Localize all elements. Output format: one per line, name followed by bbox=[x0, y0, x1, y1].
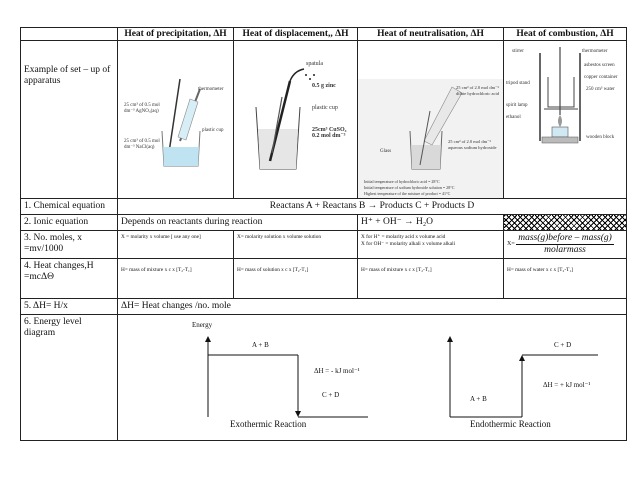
energy-row bbox=[21, 315, 627, 441]
neutral-reading-3: Highest temperature of the mixture of product = 41°C bbox=[364, 191, 451, 196]
precipitation-apparatus bbox=[118, 41, 234, 199]
header-blank bbox=[21, 28, 118, 41]
moles-neutralisation-alkali: X for OH⁻ = molarity alkali x volume alkali bbox=[361, 240, 456, 247]
ionic-equation-neutralisation: H⁺ + OH⁻ → H₂O bbox=[358, 215, 504, 231]
exo-title: Exothermic Reaction bbox=[230, 419, 307, 429]
heat-row bbox=[21, 259, 627, 299]
delta-h-label: 5. ΔH= H/x bbox=[21, 299, 118, 315]
moles-combustion-prefix: X= bbox=[507, 241, 515, 247]
heat-neutralisation: H= mass of mixture x c x [T₂-T₁] bbox=[358, 259, 504, 299]
heat-precipitation: H= mass of mixture x c x [T₂-T₁] bbox=[118, 259, 234, 299]
endo-dh-label: ΔH = + kJ mol⁻¹ bbox=[543, 381, 591, 389]
header-row bbox=[21, 28, 627, 41]
ionic-equation-depends: Depends on reactants during reaction bbox=[118, 215, 358, 231]
exo-dh-label: ΔH = - kJ mol⁻¹ bbox=[314, 367, 360, 375]
precip-reagent1-label: 25 cm³ of 0.5 mol dm⁻³ AgNO₃(aq) bbox=[124, 103, 160, 114]
combust-block-label: wooden block bbox=[586, 135, 615, 140]
precip-cup-label: plastic cup bbox=[202, 128, 224, 133]
displacement-cup-label: plastic cup bbox=[312, 105, 338, 111]
precip-reagent2-label: 25 cm³ of 0.5 mol dm⁻³ NaCl(aq) bbox=[124, 139, 160, 150]
endo-products-label: C + D bbox=[554, 341, 572, 349]
header-neutralisation: Heat of neutralisation, ΔH bbox=[358, 28, 504, 41]
exo-reactants-label: A + B bbox=[252, 341, 269, 349]
moles-combustion-numerator: mass(g)before – mass(g) bbox=[518, 233, 612, 243]
neutralisation-sketch bbox=[358, 41, 504, 199]
apparatus-label bbox=[21, 41, 118, 199]
neutral-reading-2: Initial temperature of sodium hydroxide solution = 28°C bbox=[364, 185, 455, 190]
neutral-reading-1: Initial temperature of hydrochloric acid = 28°C bbox=[364, 179, 440, 184]
header-precipitation: Heat of precipitation, ΔH bbox=[118, 28, 234, 41]
neutral-acid-label: 25 cm³ of 2.0 mol dm⁻³ dilute hydrochloric acid bbox=[456, 85, 499, 96]
heat-combustion: H= mass of water x c x [T₂-T₁] bbox=[504, 259, 627, 299]
displacement-sketch bbox=[234, 41, 358, 199]
apparatus-label-text: Example of set – up of apparatus bbox=[24, 65, 111, 86]
ionic-equation-label: 2. Ionic equation bbox=[21, 215, 118, 231]
ionic-equation-combustion-hatched bbox=[504, 215, 627, 231]
combust-stirrer-label: stirrer bbox=[512, 49, 524, 54]
energy-label: 6. Energy level diagram bbox=[21, 315, 118, 441]
header-displacement: Heat of displacement,, ΔH bbox=[234, 28, 358, 41]
endo-reactants-label: A + B bbox=[470, 395, 487, 403]
energy-axis-label: Energy bbox=[192, 321, 213, 329]
energy-diagram-cell bbox=[118, 315, 627, 441]
combust-lamp-label: spirit lamp bbox=[506, 103, 528, 108]
precipitation-sketch bbox=[118, 41, 234, 199]
header-combustion: Heat of combustion, ΔH bbox=[504, 28, 627, 41]
neutral-cup-label: Glass bbox=[380, 149, 392, 154]
combust-water-label: 250 cm³ water bbox=[586, 87, 615, 92]
neutral-alkali-label: 25 cm³ of 2.0 mol dm⁻³ aqueous sodium hydroxide bbox=[448, 139, 497, 150]
heat-label: 4. Heat changes,H =mcΔΘ bbox=[21, 259, 118, 299]
combustion-apparatus bbox=[504, 41, 627, 199]
moles-neutralisation bbox=[358, 231, 504, 259]
moles-neutralisation-acid: X for H⁺ = molarity acid x volume acid bbox=[361, 234, 446, 240]
exo-products-label: C + D bbox=[322, 391, 340, 399]
heat-displacement: H= mass of solution x c x [T₂-T₁] bbox=[234, 259, 358, 299]
displacement-spatula-label: spatula bbox=[306, 61, 323, 67]
delta-h-row bbox=[21, 299, 627, 315]
moles-combustion-denominator: molarmass bbox=[544, 245, 586, 255]
chemical-equation-value: Reactans A + Reactans B → Products C + Products D bbox=[118, 199, 627, 215]
ionic-equation-row bbox=[21, 215, 627, 231]
moles-combustion-fraction bbox=[516, 233, 614, 256]
delta-h-value: ΔH= Heat changes /no. mole bbox=[118, 299, 627, 315]
moles-combustion bbox=[504, 231, 627, 259]
combust-can-label: copper container bbox=[584, 75, 618, 80]
displacement-zinc-label: 0.5 g zinc bbox=[312, 83, 336, 89]
combust-thermometer-label: thermometer bbox=[582, 49, 608, 54]
chemical-equation-label: 1. Chemical equation bbox=[21, 199, 118, 215]
moles-row bbox=[21, 231, 627, 259]
precip-thermometer-label: thermometer bbox=[198, 87, 224, 92]
chemical-equation-row bbox=[21, 199, 627, 215]
endo-title: Endothermic Reaction bbox=[470, 419, 551, 429]
moles-precipitation: X = molarity x volume [ use any one] bbox=[118, 231, 234, 259]
moles-label: 3. No. moles, x =mv/1000 bbox=[21, 231, 118, 259]
combust-screen-label: asbestos screen bbox=[584, 63, 615, 68]
displacement-solution-label: 25cm³ CuSO₄ 0.2 mol dm⁻³ bbox=[312, 127, 347, 139]
apparatus-row bbox=[21, 41, 627, 199]
moles-displacement: X= molarity solution x volume solution bbox=[234, 231, 358, 259]
neutralisation-apparatus bbox=[358, 41, 504, 199]
combust-stand-label: tripod stand bbox=[506, 81, 530, 86]
comparison-table bbox=[20, 27, 627, 441]
combust-fuel-label: ethanol bbox=[506, 115, 521, 120]
displacement-apparatus bbox=[234, 41, 358, 199]
